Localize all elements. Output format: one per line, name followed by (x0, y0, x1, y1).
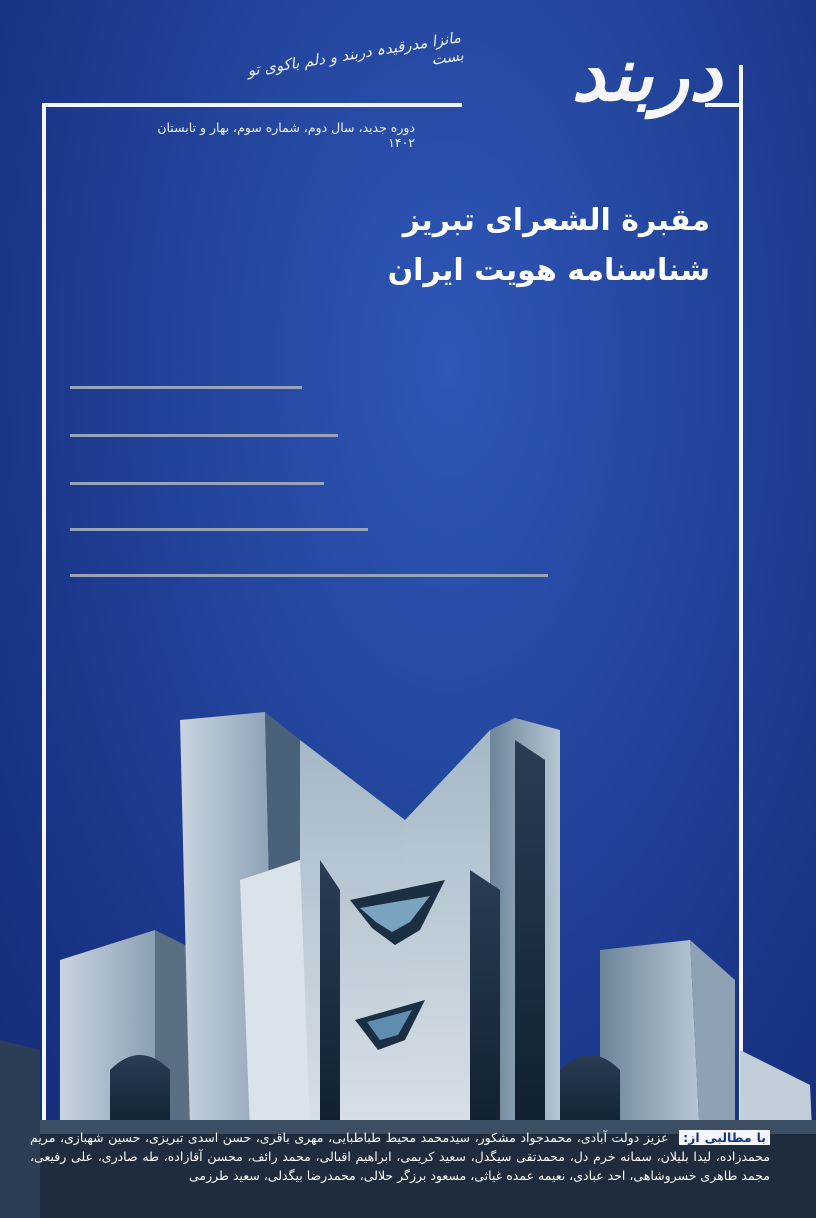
edition-line: دوره جدید، سال دوم، شماره سوم، بهار و تابستان ۱۴۰۲ (157, 120, 415, 150)
divider-rule (70, 434, 338, 437)
divider-rule (70, 386, 302, 389)
contributors-label: با مطالبی از: (679, 1130, 770, 1145)
magazine-tagline: مانزا مدرقیدہ دربند و دلم باکوی تو بست (246, 28, 465, 80)
headline-line-2: شناسنامه هویت ایران (387, 253, 710, 288)
frame-top-border (42, 103, 462, 107)
cover-headline (250, 196, 710, 296)
contributors-block (30, 1128, 770, 1185)
divider-rule (70, 528, 368, 531)
magazine-logo: دربند (571, 32, 722, 118)
divider-rule (70, 574, 548, 577)
headline-line-1: مقبرة الشعرای تبریز (402, 203, 710, 238)
contributors-names: عزیز دولت آبادی، محمدجواد مشکور، سیدمحمد محیط طباطبایی، مهری باقری، حسن اسدی تبریزی، حسین شهبازی، مریم محمدزاده، لیدا بلیلان، سمانه خرم دل، محمدتقی سیگدل، سعید کریمی، ابراهیم اقبالی، محمد رائف، محسن آقازاده، طه صادری، علی رفیعی، مجمد طاهری خسروشاهی، احد عبادی، نعیمه عمده غیاثی، مسعود برزگر حلالی، محمدرضا بیگدلی، سعید طرزمی (30, 1130, 770, 1183)
divider-rule (70, 482, 324, 485)
